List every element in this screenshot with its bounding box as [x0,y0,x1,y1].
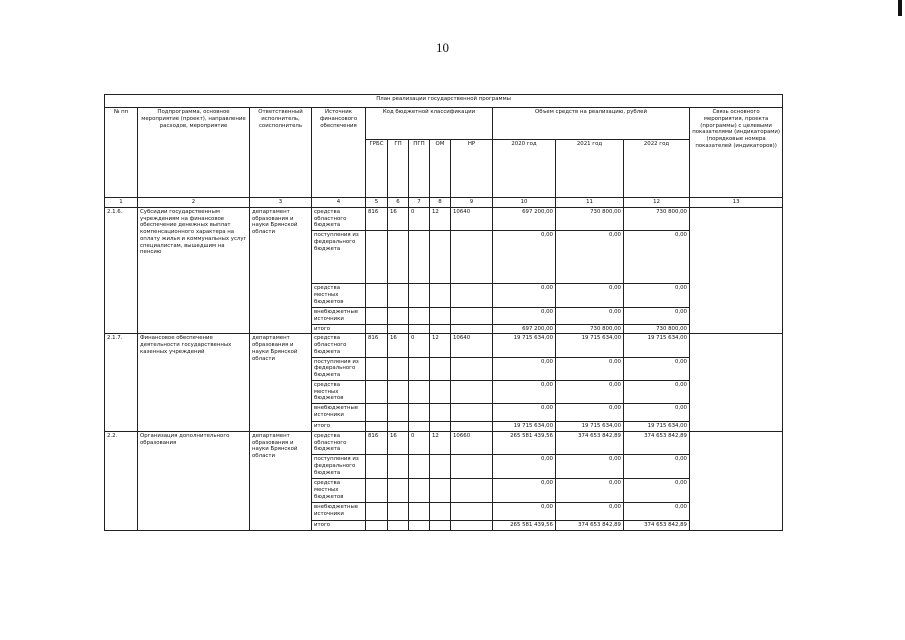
responsible-executor: департамент образования и науки Брянской области [250,334,312,432]
funding-source: итого [312,324,366,334]
code-grbs: 816 [366,431,388,454]
code-gp [388,231,409,284]
header-grbs: ГРБС [366,140,388,198]
amount-2021: 0,00 [556,455,624,479]
code-nr [451,380,493,403]
code-nr [451,324,493,334]
code-nr [451,231,493,284]
code-om [430,479,451,503]
header-source: Источник финансового обеспечения [312,108,366,198]
code-gp [388,324,409,334]
code-gp [388,422,409,432]
amount-2022: 0,00 [624,455,690,479]
row-number: 2.1.7. [105,334,138,432]
amount-2022: 0,00 [624,404,690,422]
header-nr: НР [451,140,493,198]
amount-2021: 730 800,00 [556,324,624,334]
code-gp: 16 [388,207,409,230]
activity-name: Финансовое обеспечение деятельности государственных казенных учреждений [138,334,250,432]
code-nr: 10640 [451,334,493,357]
code-nr [451,479,493,503]
header-name: Подпрограмма, основное мероприятие (проект), направление расходов, мероприятие [138,108,250,198]
column-number: 12 [624,198,690,208]
code-gp [388,284,409,308]
code-om [430,380,451,403]
code-om [430,422,451,432]
code-pgp [409,404,430,422]
amount-2022: 0,00 [624,308,690,325]
program-plan-table [104,94,783,531]
code-grbs [366,455,388,479]
amount-2021: 0,00 [556,308,624,325]
code-nr [451,308,493,325]
code-om [430,404,451,422]
amount-2020: 0,00 [493,231,556,284]
program-plan-table-wrapper [104,94,782,531]
code-pgp [409,380,430,403]
funding-source: поступления из федерального бюджета [312,231,366,284]
amount-2020: 0,00 [493,357,556,380]
amount-2021: 0,00 [556,357,624,380]
amount-2022: 19 715 634,00 [624,334,690,357]
funding-source: средства местных бюджетов [312,479,366,503]
code-grbs [366,231,388,284]
code-om: 12 [430,431,451,454]
amount-2021: 0,00 [556,380,624,403]
amount-2022: 0,00 [624,231,690,284]
table-row [105,334,783,357]
funding-source: внебюджетные источники [312,308,366,325]
amount-2020: 19 715 634,00 [493,422,556,432]
amount-2020: 0,00 [493,479,556,503]
code-nr [451,357,493,380]
header-2022: 2022 год [624,140,690,198]
code-om [430,503,451,521]
activity-name: Субсидии государственным учреждениям на финансовое обеспечение денежных выплат компенсационного характера на оплату жилья и коммунальных услуг специалистам, вышедшим на пенсию [138,207,250,334]
column-number: 5 [366,198,388,208]
amount-2020: 0,00 [493,503,556,521]
code-grbs [366,308,388,325]
row-number: 2.1.6. [105,207,138,334]
code-pgp [409,503,430,521]
code-grbs [366,380,388,403]
funding-source: средства областного бюджета [312,334,366,357]
funding-source: средства областного бюджета [312,431,366,454]
column-number: 7 [409,198,430,208]
code-gp [388,380,409,403]
code-nr [451,503,493,521]
funding-source: средства местных бюджетов [312,380,366,403]
code-nr [451,404,493,422]
code-pgp: 0 [409,207,430,230]
code-nr [451,521,493,531]
code-grbs [366,422,388,432]
amount-2020: 0,00 [493,308,556,325]
header-gp: ГП [388,140,409,198]
code-gp: 16 [388,431,409,454]
amount-2020: 265 581 439,56 [493,431,556,454]
code-gp: 16 [388,334,409,357]
funding-source: средства местных бюджетов [312,284,366,308]
code-grbs [366,404,388,422]
code-nr: 10640 [451,207,493,230]
header-om: ОМ [430,140,451,198]
amount-2021: 374 653 842,89 [556,431,624,454]
code-pgp [409,521,430,531]
code-pgp [409,231,430,284]
code-gp [388,404,409,422]
code-grbs [366,284,388,308]
code-grbs: 816 [366,207,388,230]
amount-2021: 0,00 [556,479,624,503]
amount-2020: 265 581 439,56 [493,521,556,531]
code-om [430,324,451,334]
code-pgp [409,308,430,325]
amount-2020: 0,00 [493,380,556,403]
table-row [105,207,783,230]
header-volume-group: Объем средств на реализацию, рублей [493,108,690,140]
amount-2020: 0,00 [493,455,556,479]
activity-name: Организация дополнительного образования [138,431,250,530]
code-grbs: 816 [366,334,388,357]
header-pgp: ПГП [409,140,430,198]
code-om [430,521,451,531]
code-grbs [366,503,388,521]
code-om [430,284,451,308]
code-om [430,357,451,380]
code-pgp [409,357,430,380]
code-om [430,308,451,325]
column-number: 10 [493,198,556,208]
amount-2021: 19 715 634,00 [556,422,624,432]
amount-2022: 0,00 [624,503,690,521]
amount-2021: 0,00 [556,284,624,308]
code-pgp [409,324,430,334]
amount-2022: 19 715 634,00 [624,422,690,432]
amount-2022: 0,00 [624,357,690,380]
code-grbs [366,324,388,334]
code-om: 12 [430,334,451,357]
code-om: 12 [430,207,451,230]
column-number-row [105,198,783,208]
amount-2020: 0,00 [493,284,556,308]
amount-2020: 697 200,00 [493,324,556,334]
amount-2021: 0,00 [556,231,624,284]
funding-source: средства областного бюджета [312,207,366,230]
page-number: 10 [436,40,449,55]
table-row [105,431,783,454]
code-grbs [366,521,388,531]
column-number: 13 [690,198,783,208]
code-nr: 10660 [451,431,493,454]
code-pgp [409,422,430,432]
amount-2020: 19 715 634,00 [493,334,556,357]
code-nr [451,455,493,479]
amount-2021: 374 653 842,89 [556,521,624,531]
code-gp [388,479,409,503]
code-pgp [409,455,430,479]
code-gp [388,357,409,380]
code-gp [388,503,409,521]
column-number: 4 [312,198,366,208]
funding-source: внебюджетные источники [312,503,366,521]
code-nr [451,422,493,432]
header-responsible: Ответственный исполнитель, соисполнитель [250,108,312,198]
code-gp [388,455,409,479]
header-code-group: Код бюджетной классификации [366,108,493,140]
row-number: 2.2. [105,431,138,530]
code-gp [388,308,409,325]
indicator-link [690,207,783,334]
code-gp [388,521,409,531]
amount-2021: 19 715 634,00 [556,334,624,357]
responsible-executor: департамент образования и науки Брянской области [250,431,312,530]
indicator-link [690,431,783,530]
column-number: 6 [388,198,409,208]
code-pgp: 0 [409,334,430,357]
amount-2022: 730 800,00 [624,324,690,334]
funding-source: внебюджетные источники [312,404,366,422]
column-number: 9 [451,198,493,208]
amount-2020: 0,00 [493,404,556,422]
amount-2022: 0,00 [624,479,690,503]
funding-source: итого [312,422,366,432]
code-nr [451,284,493,308]
amount-2020: 697 200,00 [493,207,556,230]
amount-2022: 374 653 842,89 [624,521,690,531]
amount-2021: 730 800,00 [556,207,624,230]
header-link: Связь основного мероприятия, проекта (программы) с целевыми показателями (индикаторами) (порядковые номера показателей (индикаторов)) [690,108,783,198]
code-pgp [409,284,430,308]
header-2021: 2021 год [556,140,624,198]
code-om [430,455,451,479]
code-grbs [366,479,388,503]
funding-source: поступления из федерального бюджета [312,357,366,380]
funding-source: итого [312,521,366,531]
code-pgp: 0 [409,431,430,454]
code-om [430,231,451,284]
amount-2022: 374 653 842,89 [624,431,690,454]
column-number: 8 [430,198,451,208]
column-number: 3 [250,198,312,208]
amount-2021: 0,00 [556,503,624,521]
header-num: № пп [105,108,138,198]
code-grbs [366,357,388,380]
header-2020: 2020 год [493,140,556,198]
amount-2022: 0,00 [624,284,690,308]
amount-2022: 0,00 [624,380,690,403]
scan-edge-mark [898,0,902,16]
column-number: 11 [556,198,624,208]
responsible-executor: департамент образования и науки Брянской области [250,207,312,334]
column-number: 1 [105,198,138,208]
table-title: План реализации государственной программы [105,95,783,108]
indicator-link [690,334,783,432]
amount-2021: 0,00 [556,404,624,422]
code-pgp [409,479,430,503]
amount-2022: 730 800,00 [624,207,690,230]
column-number: 2 [138,198,250,208]
funding-source: поступления из федерального бюджета [312,455,366,479]
